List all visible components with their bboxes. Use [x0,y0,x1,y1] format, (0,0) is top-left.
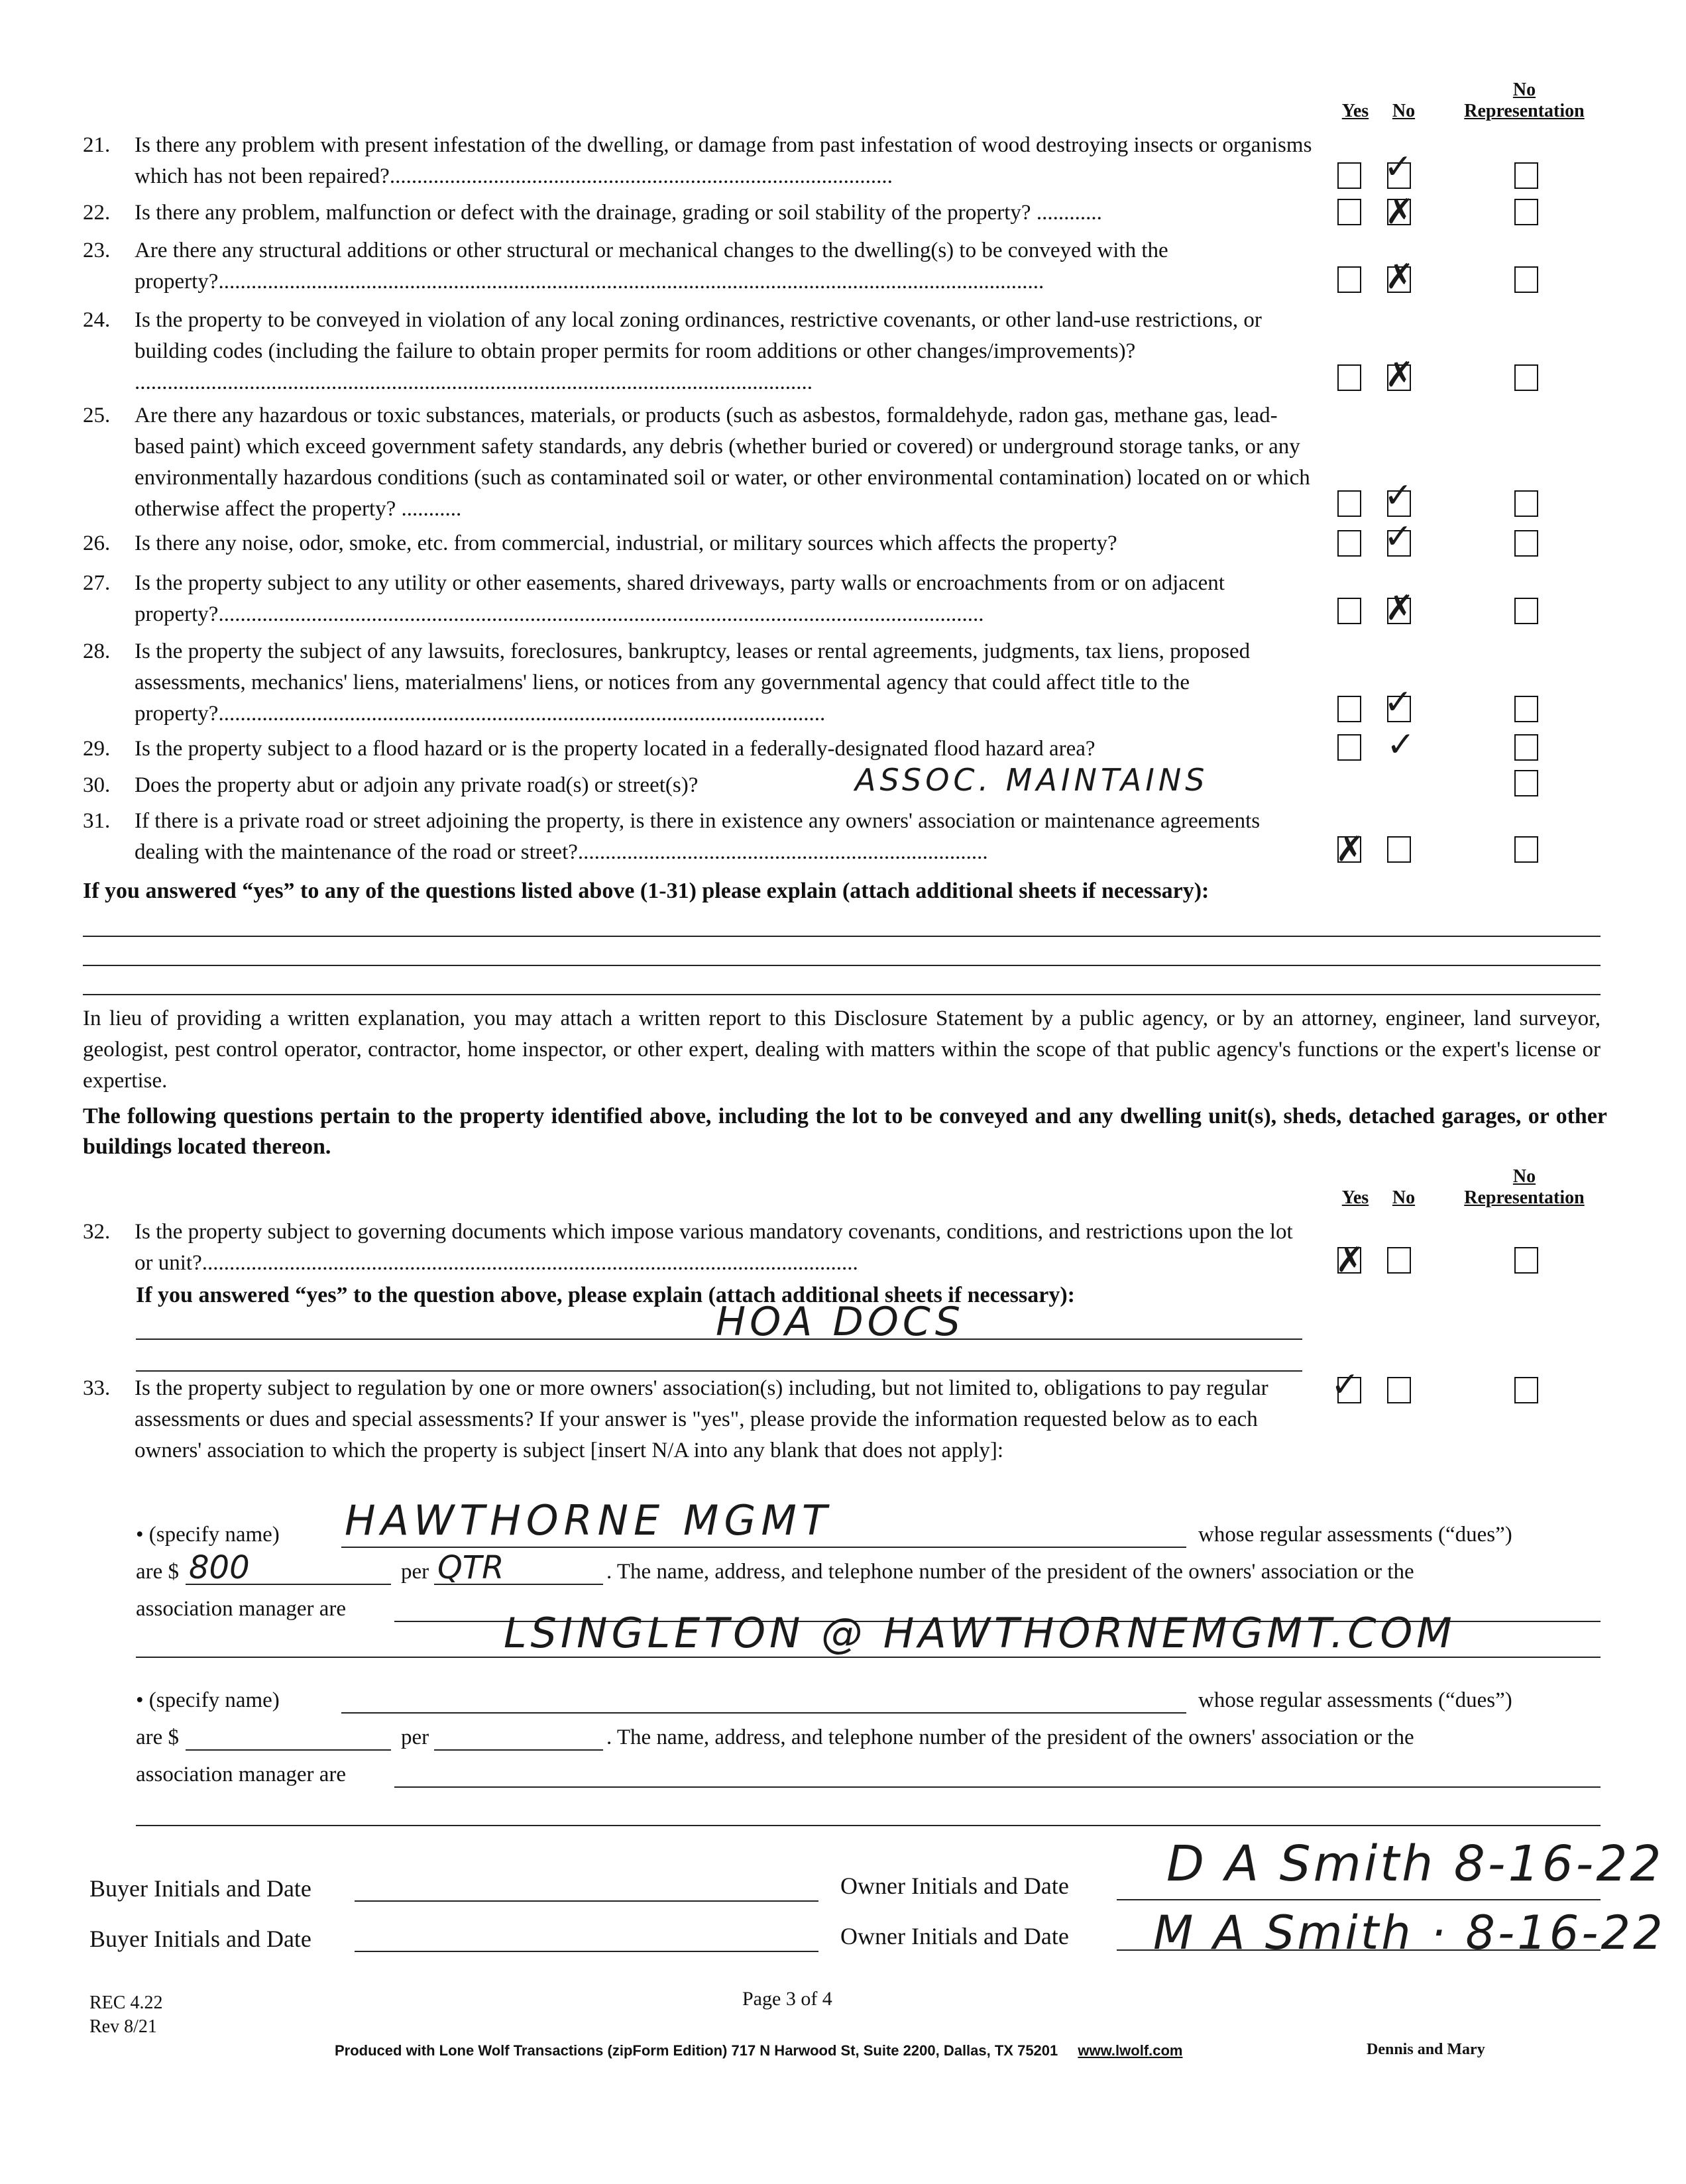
assoc2-manager-line[interactable] [394,1786,1601,1788]
assoc2-period-line[interactable] [434,1749,603,1751]
q32-no-checkbox[interactable] [1387,1247,1411,1274]
explain-line-2[interactable] [83,965,1601,966]
assoc1-are-label: are $ [136,1560,180,1584]
explain-prompt-q32: If you answered “yes” to the question above, please explain (attach additional sheets if necessary): [136,1283,1075,1307]
assoc1-amount-line[interactable] [186,1584,391,1585]
q22-norep-checkbox[interactable] [1514,199,1538,225]
assoc2-contact-line[interactable] [136,1825,1601,1826]
yes-header-2: Yes [1341,1187,1369,1208]
lieu-paragraph: In lieu of providing a written explanation, you may attach a written report to this Disclosure Statement by a public agency, or by an attorney, engineer, land surveyor, geologist, pest control operator, contractor, home inspector, or other expert, dealing with matters within the scope of that public agency's functions or the expert's license or expertise. [83,1007,1601,1093]
q27-no-x-mark: ✗ [1385,588,1414,628]
q32-explain-line-2[interactable] [136,1370,1302,1372]
assoc1-president-text: . The name, address, and telephone number of the president of the owners' association or the [606,1560,1414,1584]
q28-norep-checkbox[interactable] [1514,696,1538,722]
no-rep-2-line2: Representation [1464,1187,1585,1208]
q29-yes-checkbox[interactable] [1337,734,1361,761]
yes-header: Yes [1341,101,1369,121]
question-32: 32. Is the property subject to governing documents which impose various mandatory covenants, conditions, and restrictions upon the lot or unit?........................................................................................................................ [83,1220,1293,1275]
q27-norep-checkbox[interactable] [1514,598,1538,624]
q33-no-checkbox[interactable] [1387,1377,1411,1403]
question-25: 25. Are there any hazardous or toxic substances, materials, or products (such as asbestos, formaldehyde, radon gas, methane gas, lead-based paint) which exceed government safety standards, any debris (whether buried or covered) or underground storage tanks, or any environmentally hazardous conditions (such as contaminated soil or water, or other environmental contamination) located on or which otherwise affect the property? ........... [83,404,1310,521]
buyer-initials-line-1[interactable] [355,1900,818,1902]
q21-yes-checkbox[interactable] [1337,162,1361,189]
assoc2-per-label: per [401,1725,429,1749]
question-33: 33. Is the property subject to regulation by one or more owners' association(s) including, but not limited to, obligations to pay regular assessments or dues and special assessments? If your answer is "yes", please provide the information requested below as to each owners' association to which the property is subject [insert N/A into any blank that does not apply]: [83,1376,1268,1462]
assoc2-amount-line[interactable] [186,1749,391,1751]
assoc1-contact-handwritten: LSINGLETON @ HAWTHORNEMGMT.COM [504,1609,1456,1657]
q31-norep-checkbox[interactable] [1514,836,1538,863]
explain-line-1[interactable] [83,936,1601,937]
no-rep-line2: Representation [1464,101,1585,121]
form-code: REC 4.22 [89,1993,163,2013]
owner-signature-2: M A Smith · 8-16-22 [1153,1906,1665,1960]
q33-norep-checkbox[interactable] [1514,1377,1538,1403]
question-21: 21. Is there any problem with present infestation of the dwelling, or damage from past infestation of wood destroying insects or organisms which has not been repaired?............................................................................................ [83,133,1312,188]
assoc2-are-label: are $ [136,1725,180,1749]
assoc1-dues-label: whose regular assessments (“dues”) [1198,1523,1512,1547]
question-29: 29. Is the property subject to a flood hazard or is the property located in a federally-designated flood hazard area? [83,737,1096,761]
q21-no-check-mark: ✓ [1384,147,1413,187]
produced-by-text [335,2042,1183,2059]
explain-prompt-1-31: If you answered “yes” to any of the questions listed above (1-31) please explain (attach additional sheets if necessary): [83,879,1209,903]
lwolf-link[interactable]: www.lwolf.com [1078,2042,1183,2059]
q24-norep-checkbox[interactable] [1514,364,1538,391]
q23-yes-checkbox[interactable] [1337,266,1361,293]
q24-yes-checkbox[interactable] [1337,364,1361,391]
q30-handwritten-note: ASSOC. MAINTAINS [855,762,1209,798]
question-30: 30. Does the property abut or adjoin any private road(s) or street(s)? [83,773,699,797]
q23-norep-checkbox[interactable] [1514,266,1538,293]
q28-no-check-mark: ✓ [1384,682,1413,722]
assoc2-specify-name-label: • (specify name) [136,1688,280,1712]
q29-norep-checkbox[interactable] [1514,734,1538,761]
no-rep-2-line1: No [1512,1166,1536,1187]
q21-norep-checkbox[interactable] [1514,162,1538,189]
q32-handwritten-answer: HOA DOCS [716,1299,964,1345]
assoc1-manager-label: association manager are [136,1597,347,1621]
question-31: 31. If there is a private road or street adjoining the property, is there in existence any owners' association or maintenance agreements dealing with the maintenance of the road or street?........................................................................... [83,809,1261,864]
assoc2-president-text: . The name, address, and telephone number of the president of the owners' association or the [606,1725,1414,1749]
buyer-initials-label-1: Buyer Initials and Date [89,1875,311,1902]
file-name: Dennis and Mary [1367,2041,1485,2058]
q31-yes-x-mark: ✗ [1335,830,1365,869]
question-23: 23. Are there any structural additions or other structural or mechanical changes to the dwelling(s) to be conveyed with the property?....................................................................................................................................................... [83,239,1168,294]
assoc1-per-label: per [401,1560,429,1584]
q30-norep-checkbox[interactable] [1514,770,1538,796]
question-22: 22. Is there any problem, malfunction or defect with the drainage, grading or soil stability of the property? ............ [83,201,1102,225]
page-number: Page 3 of 4 [742,1988,832,2010]
q26-yes-checkbox[interactable] [1337,530,1361,557]
q29-no-check-mark: ✓ [1386,725,1416,765]
no-header-2: No [1392,1187,1416,1208]
produced-by-label: Produced with Lone Wolf Transactions (zipForm Edition) 717 N Harwood St, Suite 2200, Dallas, TX 75201 [335,2042,1058,2059]
q23-no-x-mark: ✗ [1385,257,1414,297]
q22-yes-checkbox[interactable] [1337,199,1361,225]
assoc1-period-line[interactable] [434,1584,603,1585]
owner-signature-1: D A Smith 8-16-22 [1166,1835,1664,1892]
q22-no-x-mark: ✗ [1385,192,1414,232]
q33-yes-check-mark: ✓ [1331,1365,1360,1405]
assoc1-contact-line[interactable] [136,1657,1601,1658]
q25-norep-checkbox[interactable] [1514,490,1538,517]
q32-norep-checkbox[interactable] [1514,1247,1538,1274]
question-28: 28. Is the property the subject of any lawsuits, foreclosures, bankruptcy, leases or rental agreements, judgments, tax liens, proposed assessments, mechanics' liens, materialmens' liens, or notices from any governmental agency that could affect title to the property?............................................................................................................... [83,639,1251,726]
assoc1-amount-handwritten: 800 [189,1549,250,1586]
q26-norep-checkbox[interactable] [1514,530,1538,557]
following-questions-notice: The following questions pertain to the property identified above, including the lot to be conveyed and any dwelling unit(s), sheds, detached garages, or other buildings located thereon. [83,1104,1607,1159]
owner-initials-label-1: Owner Initials and Date [840,1873,1069,1899]
assoc1-period-handwritten: QTR [437,1549,504,1586]
no-representation-header [1438,80,1610,122]
question-24: 24. Is the property to be conveyed in violation of any local zoning ordinances, restrictive covenants, or other land-use restrictions, or building codes (including the failure to obtain proper permits for room additions or other changes/improvements)? ............................................................................................................................ [83,308,1262,394]
owner-initials-line-1[interactable] [1117,1899,1601,1900]
form-revision: Rev 8/21 [89,2016,157,2037]
q24-no-x-mark: ✗ [1385,355,1414,395]
assoc1-specify-name-label: • (specify name) [136,1523,280,1547]
q25-yes-checkbox[interactable] [1337,490,1361,517]
assoc1-name-handwritten: HAWTHORNE MGMT [345,1496,832,1545]
explain-line-3[interactable] [83,994,1601,995]
assoc2-manager-label: association manager are [136,1763,347,1786]
no-representation-header-2 [1438,1166,1610,1209]
buyer-initials-line-2[interactable] [355,1951,818,1952]
q26-no-check-mark: ✓ [1384,517,1413,557]
no-rep-line1: No [1512,80,1536,100]
q28-yes-checkbox[interactable] [1337,696,1361,722]
assoc2-name-line[interactable] [341,1712,1186,1714]
assoc2-dues-label: whose regular assessments (“dues”) [1198,1688,1512,1712]
assoc1-name-line[interactable] [341,1547,1186,1548]
question-26: 26. Is there any noise, odor, smoke, etc. from commercial, industrial, or military sources which affects the property? [83,531,1117,555]
q32-yes-x-mark: ✗ [1335,1240,1365,1280]
buyer-initials-label-2: Buyer Initials and Date [89,1926,311,1952]
question-27: 27. Is the property subject to any utility or other easements, shared driveways, party walls or encroachments from or on adjacent property?............................................................................................................................................ [83,571,1225,626]
q25-no-check-mark: ✓ [1384,476,1413,516]
q32-explain-line-1[interactable] [136,1338,1302,1340]
owner-initials-label-2: Owner Initials and Date [840,1923,1069,1949]
q31-no-checkbox[interactable] [1387,836,1411,863]
q27-yes-checkbox[interactable] [1337,598,1361,624]
no-header: No [1392,101,1416,121]
